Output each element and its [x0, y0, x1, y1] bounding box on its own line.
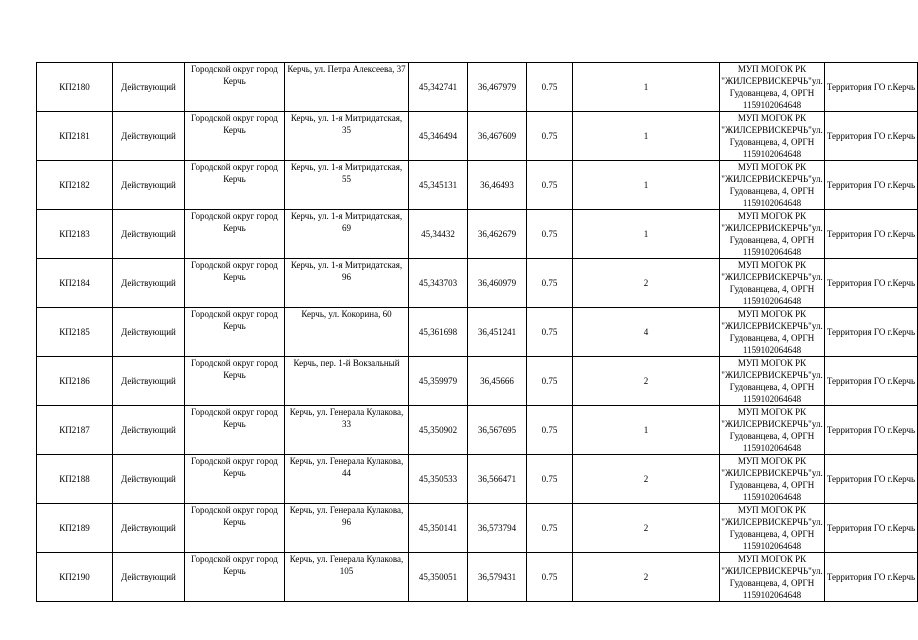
cell-container-count: 1 — [573, 63, 720, 112]
cell-area: 0.75 — [527, 553, 573, 602]
cell-address: Керчь, ул. 1-я Митридатская, 96 — [285, 259, 409, 308]
cell-longitude: 36,467609 — [468, 112, 527, 161]
cell-container-count: 2 — [573, 504, 720, 553]
table-row — [37, 455, 918, 504]
cell-address: Керчь, ул. Генерала Кулакова, 96 — [285, 504, 409, 553]
cell-longitude: 36,573794 — [468, 504, 527, 553]
cell-area: 0.75 — [527, 308, 573, 357]
table-row — [37, 504, 918, 553]
cell-area: 0.75 — [527, 63, 573, 112]
cell-longitude: 36,579431 — [468, 553, 527, 602]
cell-territory: Территория ГО г.Керчь — [825, 504, 918, 553]
cell-address: Керчь, ул. Петра Алексеева, 37 — [285, 63, 409, 112]
cell-territory: Территория ГО г.Керчь — [825, 112, 918, 161]
cell-site-id: КП2189 — [37, 504, 113, 553]
cell-area: 0.75 — [527, 406, 573, 455]
cell-district: Городской округ город Керчь — [185, 210, 285, 259]
cell-district: Городской округ город Керчь — [185, 504, 285, 553]
cell-longitude: 36,462679 — [468, 210, 527, 259]
cell-organization: МУП МОГОК РК "ЖИЛСЕРВИСКЕРЧЬ"ул. Гудованцева, 4, ОРГН 1159102064648 — [721, 309, 823, 355]
cell-district: Городской округ город Керчь — [185, 259, 285, 308]
cell-latitude: 45,350533 — [409, 455, 468, 504]
cell-area: 0.75 — [527, 455, 573, 504]
cell-container-count: 2 — [573, 357, 720, 406]
cell-site-id: КП2190 — [37, 553, 113, 602]
cell-longitude: 36,567695 — [468, 406, 527, 455]
cell-container-count: 1 — [573, 161, 720, 210]
cell-longitude: 36,451241 — [468, 308, 527, 357]
cell-district: Городской округ город Керчь — [185, 112, 285, 161]
cell-territory: Территория ГО г.Керчь — [825, 455, 918, 504]
cell-container-count: 4 — [573, 308, 720, 357]
cell-territory: Территория ГО г.Керчь — [825, 553, 918, 602]
cell-status: Действующий — [113, 161, 185, 210]
cell-site-id: КП2188 — [37, 455, 113, 504]
cell-area: 0.75 — [527, 259, 573, 308]
cell-longitude: 36,46493 — [468, 161, 527, 210]
table-body — [37, 63, 918, 602]
cell-area: 0.75 — [527, 357, 573, 406]
cell-latitude: 45,342741 — [409, 63, 468, 112]
cell-territory: Территория ГО г.Керчь — [825, 210, 918, 259]
cell-latitude: 45,345131 — [409, 161, 468, 210]
cell-status: Действующий — [113, 553, 185, 602]
cell-site-id: КП2184 — [37, 259, 113, 308]
cell-address: Керчь, пер. 1-й Вокзальный — [285, 357, 409, 406]
cell-organization: МУП МОГОК РК "ЖИЛСЕРВИСКЕРЧЬ"ул. Гудованцева, 4, ОРГН 1159102064648 — [721, 456, 823, 502]
cell-status: Действующий — [113, 112, 185, 161]
cell-site-id: КП2186 — [37, 357, 113, 406]
table-row — [37, 259, 918, 308]
cell-site-id: КП2185 — [37, 308, 113, 357]
cell-address: Керчь, ул. 1-я Митридатская, 69 — [285, 210, 409, 259]
cell-district: Городской округ город Керчь — [185, 455, 285, 504]
cell-district: Городской округ город Керчь — [185, 63, 285, 112]
cell-container-count: 1 — [573, 406, 720, 455]
cell-address: Керчь, ул. Генерала Кулакова, 33 — [285, 406, 409, 455]
cell-container-count: 2 — [573, 553, 720, 602]
cell-site-id: КП2187 — [37, 406, 113, 455]
cell-address: Керчь, ул. 1-я Митридатская, 35 — [285, 112, 409, 161]
table-row — [37, 112, 918, 161]
cell-territory: Территория ГО г.Керчь — [825, 259, 918, 308]
cell-district: Городской округ город Керчь — [185, 406, 285, 455]
cell-longitude: 36,566471 — [468, 455, 527, 504]
cell-site-id: КП2183 — [37, 210, 113, 259]
cell-container-count: 2 — [573, 259, 720, 308]
cell-latitude: 45,350141 — [409, 504, 468, 553]
cell-latitude: 45,359979 — [409, 357, 468, 406]
cell-status: Действующий — [113, 308, 185, 357]
cell-organization: МУП МОГОК РК "ЖИЛСЕРВИСКЕРЧЬ"ул. Гудованцева, 4, ОРГН 1159102064648 — [721, 358, 823, 404]
cell-organization: МУП МОГОК РК "ЖИЛСЕРВИСКЕРЧЬ"ул. Гудованцева, 4, ОРГН 1159102064648 — [721, 407, 823, 453]
cell-latitude: 45,343703 — [409, 259, 468, 308]
table-row — [37, 357, 918, 406]
cell-address: Керчь, ул. Генерала Кулакова, 105 — [285, 553, 409, 602]
cell-area: 0.75 — [527, 504, 573, 553]
cell-address: Керчь, ул. 1-я Митридатская, 55 — [285, 161, 409, 210]
cell-site-id: КП2180 — [37, 63, 113, 112]
cell-container-count: 2 — [573, 455, 720, 504]
cell-area: 0.75 — [527, 161, 573, 210]
cell-latitude: 45,350051 — [409, 553, 468, 602]
cell-site-id: КП2182 — [37, 161, 113, 210]
cell-latitude: 45,361698 — [409, 308, 468, 357]
cell-longitude: 36,45666 — [468, 357, 527, 406]
cell-territory: Территория ГО г.Керчь — [825, 63, 918, 112]
cell-address: Керчь, ул. Кокорина, 60 — [285, 308, 409, 357]
cell-area: 0.75 — [527, 210, 573, 259]
cell-longitude: 36,460979 — [468, 259, 527, 308]
cell-status: Действующий — [113, 357, 185, 406]
cell-status: Действующий — [113, 210, 185, 259]
cell-latitude: 45,350902 — [409, 406, 468, 455]
cell-organization: МУП МОГОК РК "ЖИЛСЕРВИСКЕРЧЬ"ул. Гудованцева, 4, ОРГН 1159102064648 — [721, 113, 823, 159]
cell-status: Действующий — [113, 455, 185, 504]
registry-table — [36, 62, 918, 602]
cell-organization: МУП МОГОК РК "ЖИЛСЕРВИСКЕРЧЬ"ул. Гудованцева, 4, ОРГН 1159102064648 — [721, 162, 823, 208]
cell-territory: Территория ГО г.Керчь — [825, 161, 918, 210]
cell-district: Городской округ город Керчь — [185, 553, 285, 602]
cell-organization: МУП МОГОК РК "ЖИЛСЕРВИСКЕРЧЬ"ул. Гудованцева, 4, ОРГН 1159102064648 — [721, 505, 823, 551]
table-row — [37, 406, 918, 455]
cell-address: Керчь, ул. Генерала Кулакова, 44 — [285, 455, 409, 504]
cell-territory: Территория ГО г.Керчь — [825, 357, 918, 406]
table-row — [37, 63, 918, 112]
cell-status: Действующий — [113, 406, 185, 455]
table-row — [37, 553, 918, 602]
cell-container-count: 1 — [573, 210, 720, 259]
cell-district: Городской округ город Керчь — [185, 308, 285, 357]
table-row — [37, 308, 918, 357]
cell-organization: МУП МОГОК РК "ЖИЛСЕРВИСКЕРЧЬ"ул. Гудованцева, 4, ОРГН 1159102064648 — [721, 211, 823, 257]
cell-territory: Территория ГО г.Керчь — [825, 308, 918, 357]
cell-district: Городской округ город Керчь — [185, 357, 285, 406]
cell-district: Городской округ город Керчь — [185, 161, 285, 210]
table-row — [37, 161, 918, 210]
cell-status: Действующий — [113, 504, 185, 553]
cell-area: 0.75 — [527, 112, 573, 161]
cell-status: Действующий — [113, 259, 185, 308]
cell-status: Действующий — [113, 63, 185, 112]
table-row — [37, 210, 918, 259]
cell-territory: Территория ГО г.Керчь — [825, 406, 918, 455]
cell-organization: МУП МОГОК РК "ЖИЛСЕРВИСКЕРЧЬ"ул. Гудованцева, 4, ОРГН 1159102064648 — [721, 554, 823, 600]
cell-latitude: 45,34432 — [409, 210, 468, 259]
cell-site-id: КП2181 — [37, 112, 113, 161]
cell-organization: МУП МОГОК РК "ЖИЛСЕРВИСКЕРЧЬ"ул. Гудованцева, 4, ОРГН 1159102064648 — [721, 64, 823, 110]
cell-longitude: 36,467979 — [468, 63, 527, 112]
cell-container-count: 1 — [573, 112, 720, 161]
cell-organization: МУП МОГОК РК "ЖИЛСЕРВИСКЕРЧЬ"ул. Гудованцева, 4, ОРГН 1159102064648 — [721, 260, 823, 306]
cell-latitude: 45,346494 — [409, 112, 468, 161]
